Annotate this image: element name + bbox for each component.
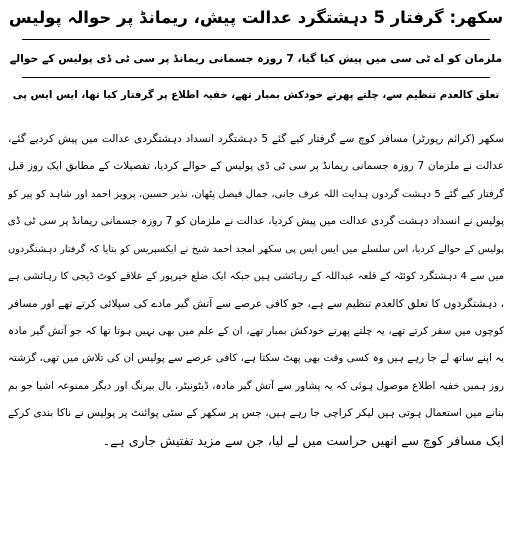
divider (22, 39, 490, 40)
body-line: گرفتار کیے گئے 5 دہشت گردوں ہدایت اللہ عرف جانی، جمال فیصل پٹھان، نذیر حسین، پرویز احمد اور شاہد کو پیر کو (8, 188, 504, 200)
body-line: پولیس نے انسداد دہشت گردی عدالت میں پیش کردیا، عدالت نے ملزمان کو 7 روزہ جسمانی ریمانڈ پر سی ٹی ڈی (8, 215, 504, 228)
body-line: سکھر (کرائم رپورٹر) مسافر کوچ سے گرفتار کیے گئے 5 دہشتگرد انسداد دہشتگردی عدالت میں پیش کردیے گئے، (8, 133, 504, 145)
body-line: میں سے 4 دہشتگرد کوئٹہ کے قلعہ عبداللہ کے رہائشی ہیں جبکہ ایک ضلع خیرپور کے علاقے کوٹ ڈیجی کا رہائشی ہے (8, 270, 504, 282)
subheadline: تعلق کالعدم تنظیم سے، چلتے پھرتے خودکش بمبار تھے، خفیہ اطلاع پر گرفتار کیا تھا، ایس ایس پی (12, 89, 500, 101)
body-line: پولیس کے حوالے کردیا، اس سلسلے میں ایس ایس پی سکھر امجد احمد شیخ نے ایکسپریس کو بتایا کہ گرفتار دہشتگردوں (8, 243, 504, 255)
divider (22, 77, 490, 78)
body-line: روز ہمیں خفیہ اطلاع موصول ہوئی کہ یہ پشاور سے آتش گیر مادہ، ڈیٹونیٹر، بال بیرنگ اور دیگر ممنوعہ اشیا جو بم (8, 379, 504, 392)
headline: سکھر: گرفتار 5 دہشتگرد عدالت پیش، ریمانڈ پر حوالہ پولیس (8, 8, 504, 27)
body-line: ایک مسافر کوچ سے انھیں حراست میں لے لیا، جن سے مزید تفتیش جاری ہے۔ (102, 433, 504, 449)
article-body (8, 126, 504, 455)
subheadline: ملزمان کو اے ٹی سی میں پیش کیا گیا، 7 روزہ جسمانی ریمانڈ پر سی ٹی ڈی پولیس کے حوالے (9, 52, 503, 65)
body-line: بنانے میں استعمال ہوتی ہیں لیکر کراچی جا رہے ہیں، جس پر سکھر کے سٹی پوائنٹ پر پولیس نے ناکا بندی کرکے (8, 406, 504, 419)
body-line: ، دہشتگردوں کا تعلق کالعدم تنظیم سے ہے، جو کافی عرصے سے آتش گیر مادے کی سپلائی کرتے تھے اور مسافر (8, 297, 504, 311)
body-line: عدالت نے ملزمان 7 روزہ جسمانی ریمانڈ پر سی ٹی ڈی پولیس کے حوالے کردیا، تفصیلات کے مطابق ایک روز قبل (8, 160, 504, 173)
body-line: یہ اپنے ساتھ لے جا رہے ہیں وہ کسی وقت بھی پھٹ سکتا ہے، کافی عرصے سے پولیس ان کی تلاش میں تھی، گزشتہ (8, 352, 504, 365)
body-line: کوچوں میں سفر کرتے تھے، یہ چلتے پھرتے خودکش بمبار تھے، ان کے علم میں بھی نہیں ہوتا تھا کہ جو آتش گیر مادہ (8, 324, 504, 337)
